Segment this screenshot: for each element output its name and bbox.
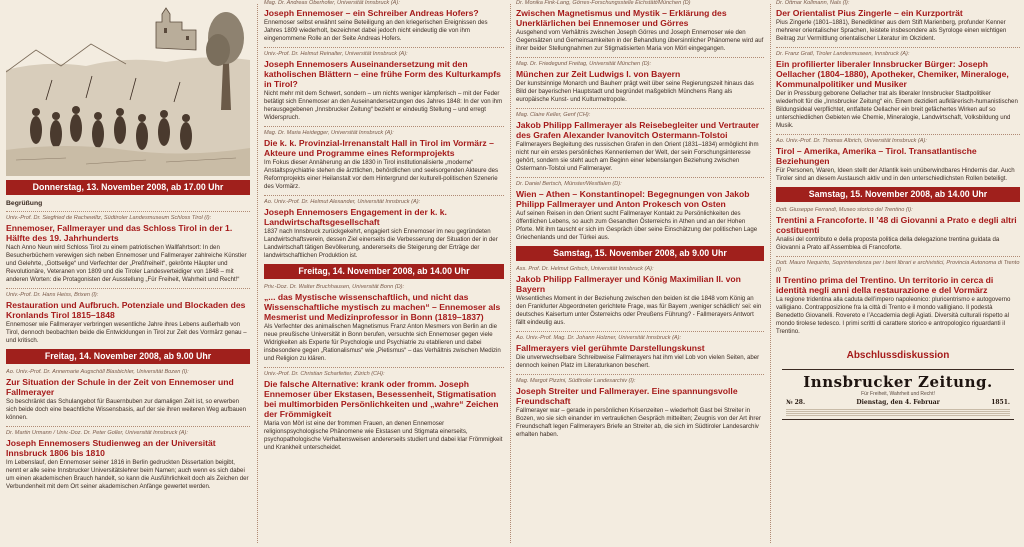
welcome-label: Begrüßung [6,200,43,207]
program-item [6,369,250,422]
talk-abstract: Fallmerayer war – gerade in persönlichen Krisenzeiten – wiederholt Gast bei Streiter in Bozen, wo sie sich einander im vertraulichen Gespräch mitteilten; Zeugnis von der Art ihrer Freundschaft legen Fallmerayers Briefe an Streiter ab, die sich im Südtiroler Landesarchiv erhalten haben. [516,407,761,438]
program-item [516,335,764,370]
program-item [776,51,1020,130]
speaker-meta: Mag. Dr. Maria Heidegger, Universität Innsbruck (A): [264,130,394,136]
program-item [264,0,504,43]
day-bar-friday-morning: Freitag, 14. November 2008, ab 9.00 Uhr [6,349,250,364]
program-item [776,0,1020,43]
speaker-meta: Ao. Univ.-Prof. Dr. Annemarie Augschöll Blasbichler, Universität Bozen (I): [6,369,189,375]
day-bar-saturday-morning: Samstag, 15. November 2008, ab 9.00 Uhr [516,246,764,261]
talk-abstract: Ausgehend vom Verhältnis zwischen Joseph Görres und Joseph Ennemoser wie den Gegensätzen und Gemeinsamkeiten in der Behandlung übersinnlicher Phänomene wird auf ihrer beider Stellungnahmen zur Stigmatisierten Maria von Mörl eingegangen. [516,29,764,52]
masthead-subtitle: Für Freiheit, Wahrheit und Recht! [861,391,935,397]
program-item [264,51,504,122]
column-divider [510,4,511,543]
column-divider [257,4,258,543]
column-2 [264,0,504,547]
masthead-info-row [786,399,1010,406]
speaker-meta: Ao. Univ.-Prof. Dr. Helmut Alexander, Universität Innsbruck (A): [264,199,421,205]
speaker-meta: Dr. Franz Gratl, Tiroler Landesmuseen, Innsbruck (A): [776,51,910,57]
talk-abstract: Im Lebenslauf, den Ennemoser seiner 1816 in Berlin gedruckten Dissertation beigibt, nennt er alle seine Innsbrucker Universitätslehrer beim Namen; auch wenn es sich dabei um einen akademischen Brauch handelt, so kann die Ausführlichkeit doch als Zeichen der Verbundenheit mit dem Ort seiner akademischen Anfänge gewertet werden. [6,459,249,490]
talk-abstract: Pius Zingerle (1801–1881), Benediktiner aus dem Stift Marienberg, profunder Kenner mehrerer orientalischer Sprachen, leistete insbesondere als Syrologe einen wichtigen Beitrag zur Vermittlung orientalischer Literatur im Okzident. [776,19,1007,42]
speaker-meta: Ao. Univ.-Prof. Mag. Dr. Johann Holzner, Universität Innsbruck (A): [516,335,682,341]
talk-abstract: Ennemoser selbst erwähnt seine Beteiligung an den kriegerischen Ereignissen des Jahres 1809 wiederholt, bezeichnet dabei jedoch nicht eindeutig die von ihm eingenommene Rolle an der Seite Andreas Hofers. [264,19,488,42]
talk-title: Die k. k. Provinzial-Irrenanstalt Hall in Tirol im Vormärz – Akteure und Programme eines Reformprojekts [264,138,494,158]
divider [776,47,1020,48]
talk-abstract: Für Personen, Waren, Ideen stellt der Atlantik kein unüberwindbares Hindernis dar. Auch Tiroler sind an diesem Austausch aktiv und in den unterschiedlichsten Rollen beteiligt. [776,167,1015,182]
talk-title: München zur Zeit Ludwigs I. von Bayern [516,69,681,79]
divider [6,211,250,212]
speaker-meta: Mag. Margot Pizzini, Südtiroler Landesarchiv (I): [516,378,636,384]
talk-title: „... das Mystische wissenschaftlich, und nicht das Wissenschaftliche mystisch zu machen“ – Ennemoser als Mesmerist und Medizinprofessor in Bonn (1819–1837) [264,292,501,322]
speaker-meta: Priv.-Doz. Dr. Walter Bruchhausen, Universität Bonn (D): [264,284,405,290]
masthead-number: № 28. [786,399,806,406]
column-3 [516,0,764,547]
talk-title: Il Trentino prima del Trentino. Un territorio in cerca di identità negli anni della restaurazione e del Vormärz [776,275,994,295]
program-item [776,138,1020,183]
masthead-year: 1851. [991,399,1010,406]
speaker-meta: Dr. Daniel Bertsch, Münster/Westfalen (D): [516,181,622,187]
divider [516,177,764,178]
program-item [516,61,764,104]
talk-abstract: Nach Anno Neun wird Schloss Tirol zu einem patriotischen Wallfahrtsort: In den Besucherbüchern verewigen sich neben Ennemoser und Fallmerayer zahlreiche Künstler und Gelehrte, „Gottselige“ und Verfechter der „Preßfreiheit“, gekrönte Häupter und Revolutionäre, Veteranen von 1809 und die Tiroler Landesverteidiger von 1848 – mit anderen Worten: die Protagonisten der Ausstellung „Für Freiheit, Wahrheit und Recht!“ [6,244,247,283]
masthead-date: Dienstag, den 4. Februar [856,399,940,406]
speaker-meta: Ass. Prof. Dr. Helmut Gritsch, Universität Innsbruck (A): [516,266,654,272]
divider [264,195,504,196]
talk-abstract: La regione tridentina alla caduta dell’impero napoleonico: pluricentrismo e autogoverno valligiano. Contrapposizione fra la città di Trento e il mondo valligiano. Il podestà Benedetto Giovanelli. Rovereto e l’Accademia degli Agiati. Diversità culturali rispetto al mondo tirolese tedesco. I primi scritti di carattere storico e antropologico riguardanti il Trentino. [776,296,1011,335]
program-item [516,378,764,439]
column-1 [6,0,250,547]
program-item [264,199,504,260]
talk-title: Wien – Athen – Konstantinopel: Begegnungen von Jakob Philipp Fallmerayer und Anton Prokesch von Osten [516,189,750,209]
closing-discussion: Abschlussdiskussion [846,350,950,361]
divider [516,331,764,332]
masthead-fine-print [786,408,1010,416]
divider [264,126,504,127]
talk-abstract: Analisi del contributo e della proposta politica della delegazione trentina guidata da Giovanni a Prato all’Assemblea di Francoforte. [776,236,1000,251]
program-item [264,130,504,191]
talk-title: Ein profilierter liberaler Innsbrucker Bürger: Joseph Oellacher (1804–1880), Apotheker, Chemiker, Mineraloge, Kommunalpolitiker und Musiker [776,59,1009,89]
talk-title: Joseph Ennemosers Studienweg an der Universität Innsbruck 1806 bis 1810 [6,438,216,458]
speaker-meta: Dott. Giuseppe Ferrandi, Museo storico del Trentino (I): [776,207,913,213]
program-item [516,0,764,53]
village-parade-illustration [6,0,250,176]
program-item [776,207,1020,252]
day-bar-saturday-afternoon: Samstag, 15. November 2008, ab 14.00 Uhr [776,187,1020,202]
speaker-meta: Univ.-Prof. Dr. Hans Heiss, Brixen (I): [6,292,99,298]
talk-abstract: Der kunstsinnige Monarch und Bauherr prägt weit über seine Regierungszeit hinaus das Bild der bayerischen Hauptstadt und begründet maßgeblich Münchens Rang als europäische Kunst- und Kulturmetropole. [516,80,754,103]
talk-title: Ennemoser, Fallmerayer und das Schloss Tirol in der 1. Hälfte des 19. Jahrhunderts [6,223,233,243]
talk-title: Fallmerayers viel gerühmte Darstellungskunst [516,343,705,353]
day-bar-thursday: Donnerstag, 13. November 2008, ab 17.00 Uhr [6,180,250,195]
talk-abstract: Ennemoser wie Fallmerayer verbringen wesentliche Jahre ihres Lebens außerhalb von Tirol, dennoch beobachten beide die Entwicklungen in Tirol zur Zeit des Vormärz genau – und kritisch. [6,321,247,344]
talk-title: Trentini a Francoforte. Il ’48 di Giovanni a Prato e degli altri costituenti [776,215,1017,235]
speaker-meta: Dr. Ottmar Kollmann, Nals (I): [776,0,850,6]
talk-abstract: Als Verfechter des animalischen Magnetismus Franz Anton Mesmers von Berlin an die neue preußische Universität in Bonn berufen, versuchte sich Ennemoser gegen viele Widrigkeiten als Experte für Psychologie und Psychiatrie zu etablieren und dabei insbesondere gegen „Rationalismus“ wie „Pietismus“ – das Verhältnis zwischen Medizin und Religion zu klären. [264,323,501,362]
day-bar-friday-afternoon: Freitag, 14. November 2008, ab 14.00 Uhr [264,264,504,279]
divider [516,57,764,58]
program-item [516,112,764,173]
divider [6,288,250,289]
talk-title: Joseph Ennemosers Auseinandersetzung mit den katholischen Blättern – eine frühe Form des Kulturkampfs in Tirol? [264,59,501,89]
program-item [776,260,1020,336]
speaker-meta: Dr. Monika Fink-Lang, Görres-Forschungsstelle Eichstätt/München (D) [516,0,691,6]
talk-abstract: Der in Pressburg geborene Oellacher trat als liberaler Innsbrucker Stadtpolitiker wiederholt für die „Innsbrucker Zeitung“ ein. Einem dezidiert aufklärerisch-humanistischen Bildungsideal verpflichtet, entfaltete Oellacher ein breit gefächertes Wirken auf so unterschiedlichen Gebieten wie Chemie, Mineralogie, Landwirtschaft, Volksbildung und Musik. [776,90,1018,129]
program-item [6,215,250,284]
talk-title: Joseph Streiter und Fallmerayer. Eine spannungsvolle Freundschaft [516,386,738,406]
speaker-meta: Univ.-Prof. Dr. Christian Scharfetter, Zürich (CH): [264,371,385,377]
column-divider [770,4,771,543]
speaker-meta: Ao. Univ.-Prof. Dr. Thomas Albrich, Universität Innsbruck (A): [776,138,927,144]
speaker-meta: Univ.-Prof. Dr. Helmut Reinalter, Universität Innsbruck (A): [264,51,408,57]
speaker-meta: Dr. Martin Urmann / Univ.-Doz. Dr. Peter Goller, Universität Innsbruck (A): [6,430,188,436]
talk-abstract: Die unverwechselbare Schreibweise Fallmerayers hat ihm viel Lob von vielen Seiten, aber dennoch keinen Platz im Literaturkanon beschert. [516,354,760,369]
speaker-meta: Dott. Mauro Nequirito, Soprintendenza per i beni librari e archivistici, Provincia Autonoma di Trento (I) [776,260,1020,273]
talk-abstract: Auf seinen Reisen in den Orient sucht Fallmerayer Kontakt zu Persönlichkeiten des öffentlichen Lebens, so auch zum Gesandten Österreichs in Athen und an der Hohen Pforte. Mit ihm tauscht er sich im Gespräch über seine Einschätzung der politischen Lage Griechenlands und der Türkei aus. [516,210,758,241]
speaker-meta: Univ.-Prof. Dr. Siegfried de Rachewiltz, Südtiroler Landesmuseum Schloss Tirol (I): [6,215,212,221]
divider [776,134,1020,135]
divider [516,108,764,109]
talk-title: Restauration und Aufbruch. Potenziale und Blockaden des Kronlands Tirol 1815–1848 [6,300,246,320]
divider [264,47,504,48]
newspaper-masthead [782,369,1014,420]
program-item [264,284,504,363]
talk-title: Jakob Philipp Fallmerayer und König Maximilian II. von Bayern [516,274,741,294]
program-item [6,292,250,345]
speaker-meta: Mag. Dr. Andreas Oberhofer, Universität Innsbruck (A): [264,0,400,6]
masthead-title: Innsbrucker Zeitung. [803,373,993,391]
talk-abstract: Nicht mehr mit dem Schwert, sondern – um nichts weniger kämpferisch – mit der Feder betätigt sich Ennemoser an den Auseinandersetzungen des Jahres 1848: In der von ihm herausgegebenen „Innsbrucker Zeitung“ bezieht er eindeutig Stellung – und erregt Widerspruch. [264,90,503,121]
talk-title: Joseph Ennemosers Engagement in der k. k. Landwirtschaftsgesellschaft [264,207,447,227]
divider [776,256,1020,257]
program-item [264,371,504,452]
talk-title: Tirol – Amerika, Amerika – Tirol. Transatlantische Beziehungen [776,146,977,166]
talk-title: Die falsche Alternative: krank oder fromm. Joseph Ennemoser über Ekstasen, Besessenheit, Stigmatisation bei multimorbiden Persönlichkeiten und „wahre“ Zeichen der Frömmigkeit [264,379,499,419]
program-item [6,430,250,491]
speaker-meta: Mag. Dr. Friedegund Freitag, Universität München (D): [516,61,652,67]
talk-title: Der Orientalist Pius Zingerle – ein Kurzporträt [776,8,963,18]
talk-abstract: Im Fokus dieser Annäherung an die 1830 in Tirol institutionalisierte „moderne“ Anstaltspsychiatrie stehen die ärztlichen, behördlichen und seelsorgenden Akteure des Reformprojekts einer Heilanstalt vor dem Hintergrund der kulturell-politischen Szenerie des Vormärz. [264,159,499,190]
talk-title: Joseph Ennemoser – ein Schreiber Andreas Hofers? [264,8,479,18]
talk-abstract: So beschränkt das Schulangebot für Bauernbuben zur damaligen Zeit ist, so erwerben sich beide doch eine beachtliche Wissensbasis, auf der sie ihren weiteren Weg aufbauen können. [6,398,247,421]
talk-abstract: 1837 nach Innsbruck zurückgekehrt, engagiert sich Ennemoser im neu gegründeten Landwirtschaftsverein, dessen Ziel einerseits die Verbesserung der Situation der in der Landwirtschaft tätigen Bevölkerung, andererseits die Steigerung der Erträge der landwirtschaftlichen Produktion ist. [264,228,498,259]
speaker-meta: Mag. Claire Keller, Genf (CH): [516,112,591,118]
talk-abstract: Fallmerayers Begleitung des russischen Grafen in den Orient (1831–1834) ermöglicht ihm nicht nur ein erstes persönliches Kennenlernen der Welt, der sein Forschungsinteresse gehört, sondern sie steht auch am Beginn einer lebenslangen Beziehung zwischen Ostermann-Tolstoi und Fallmerayer. [516,141,759,172]
divider [264,367,504,368]
program-item [516,181,764,242]
talk-abstract: Wesentliches Moment in der Beziehung zwischen den beiden ist die 1848 vom König an den Frankfurter Abgeordneten gerichtete Frage, was für Bayern ‚weniger schädlich‘ sei: ein deutsches Kaisertum unter Österreichs oder Preußens Führung? - Fallmerayers Antwort fällt eindeutig aus. [516,295,762,326]
talk-title: Jakob Philipp Fallmerayer als Reisebegleiter und Vertrauter des Grafen Alexander Ivanovitch Ostermann-Tolstoi [516,120,760,140]
talk-abstract: Maria von Mörl ist eine der frommen Frauen, an denen Ennemoser religionspsychologische Phänomene wie Ekstasen und Stigmata einerseits, psychopathologische Verhaltensweisen andererseits studiert und dabei klar Frömmigkeit und Krankheit unterscheidet. [264,420,503,451]
divider [6,426,250,427]
program-item [516,266,764,327]
talk-title: Zwischen Magnetismus und Mystik – Erklärung des Unerklärlichen bei Ennemoser und Görres [516,8,727,28]
divider [516,374,764,375]
talk-title: Zur Situation der Schule in der Zeit von Ennemoser und Fallmerayer [6,377,234,397]
column-4 [776,0,1020,547]
